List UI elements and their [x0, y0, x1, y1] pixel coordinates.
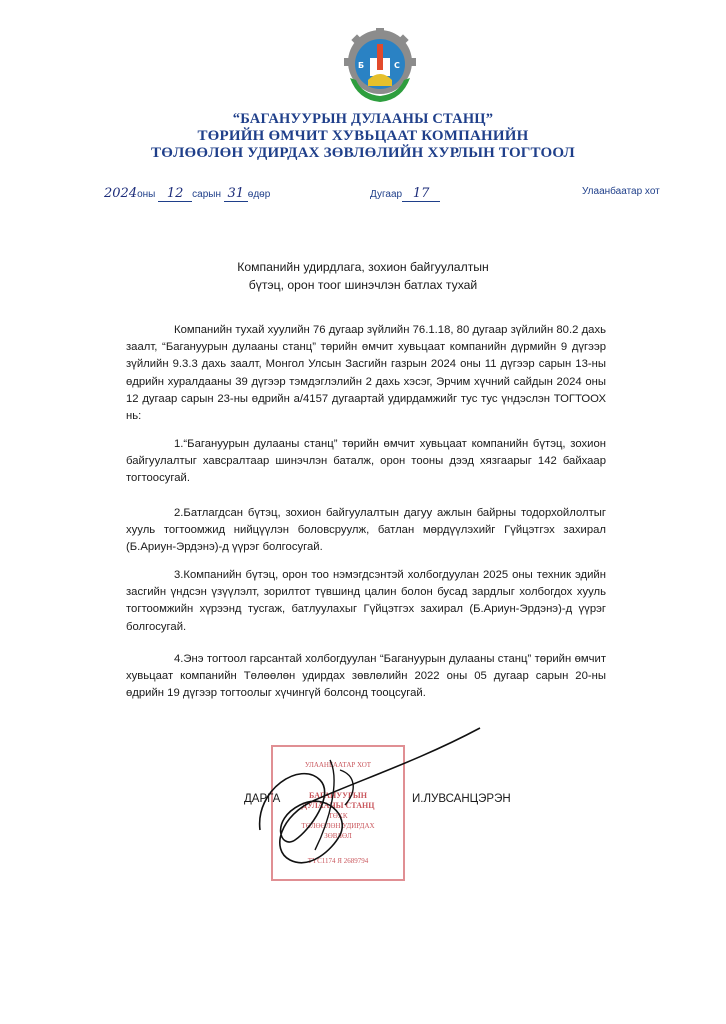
stamp-line-4: ТӨЛӨӨЛӨН УДИРДАХ: [301, 822, 375, 830]
date-month: 12: [158, 186, 192, 202]
signatory-name: И.ЛУВСАНЦЭРЭН: [412, 793, 511, 805]
place: Улаанбаатар хот: [582, 186, 660, 197]
date-day: 31: [224, 186, 248, 202]
clause-4: 4.Энэ тогтоол гарсантай холбогдуулан “Багануурын дулааны станц” төрийн өмчит хувьцаат компанийн Төлөөлөн удирдах зөвлөлийн 2022 оны 05 дугаар сарын 20-ны өдрийн 19 дүгээр тогтоолыг хүчингүй болсонд тооцсугай.: [126, 653, 606, 700]
subject-line-1: Компанийн удирдлага, зохион байгуулалтын: [237, 260, 489, 274]
signatory-position: ДАРГА: [244, 793, 281, 805]
stamp-line-3: ТӨХК: [328, 812, 348, 820]
clause-1: 1.“Багануурын дулааны станц” төрийн өмчит хувьцаат компанийн бүтэц, зохион байгуулалтыг хавсралтаар шинэчлэн баталж, орон тооны дээд хязгаарыг 142 байхаар тогтоосугай.: [126, 438, 606, 485]
stamp-line-5: ЗӨВЛӨЛ: [324, 832, 352, 840]
org-type-line: ТӨРИЙН ӨМЧИТ ХУВЬЦААТ КОМПАНИЙН: [197, 128, 529, 144]
company-logo-icon: [344, 28, 416, 108]
date-day-suffix: өдөр: [247, 189, 271, 200]
date-line: [104, 186, 270, 202]
stamp-line-1: БАГАНУУРЫН: [309, 791, 367, 800]
clause-2: 2.Батлагдсан бүтэц, зохион байгуулалтын дагуу ажлын байрны тодорхойлолтыг хууль тогтоомжид нийцүүлэн боловсруулж, батлан мөрдүүлэхийг Гүйцэтгэх захирал (Б.Ариун-Эрдэнэ)-д үүрэг болгосугай.: [126, 507, 606, 554]
date-month-suffix: сарын: [192, 189, 221, 200]
stamp-city: УЛААНБААТАР ХОТ: [304, 761, 372, 769]
date-year: 2024: [104, 186, 138, 201]
date-year-suffix: оны: [137, 189, 156, 200]
handwritten-signature-icon: [240, 720, 490, 880]
subject-line-2: бүтэц, орон тоог шинэчлэн батлах тухай: [248, 278, 478, 292]
document-number: 17: [402, 186, 440, 202]
stamp-line-2: ДУЛААНЫ СТАНЦ: [301, 801, 375, 810]
document-title: ТӨЛӨӨЛӨН УДИРДАХ ЗӨВЛӨЛИЙН ХУРЛЫН ТОГТООЛ: [151, 145, 575, 161]
number-label: Дугаар: [370, 189, 403, 200]
svg-text:С: С: [394, 61, 400, 70]
clause-3: 3.Компанийн бүтэц, орон тоо нэмэгдсэнтэй холбогдуулан 2025 оны техник эдийн засгийн үндсэн үзүүлэлт, зорилтот түвшинд цалин болон бусад зардлыг холбогдох хууль тогтоомжийн хүрээнд тусгаж, батлуулахыг Гүйцэтгэх захирал (Б.Ариун-Эрдэнэ)-д үүрэг болгосугай.: [126, 569, 606, 633]
org-name-line: “БАГАНУУРЫН ДУЛААНЫ СТАНЦ”: [232, 111, 494, 127]
number-line: [370, 186, 440, 202]
preamble-paragraph: Компанийн тухай хуулийн 76 дугаар зүйлийн 76.1.18, 80 дугаар зүйлийн 80.2 дахь заалт, “Багануурын дулааны станц” төрийн өмчит хувьцаат компанийн дүрмийн 9 дүгээр зүйлийн 9.3.3 дахь заалт, Монгол Улсын Засгийн газрын 2024 оны 11 дүгээр сарын 13-ны өдрийн хуралдааны 39 дүгээр тэмдэглэлийн 2 дахь хэсэг, Эрчим хүчний сайдын 2024 оны 12 дугаар сарын 23-ны өдрийн а/4157 дугаартай удирдамжийг тус тус үндэслэн ТОГТООХ нь:: [126, 324, 606, 423]
svg-text:Б: Б: [358, 61, 365, 70]
stamp-code: ТҮС1174 Я 2689794: [307, 857, 369, 865]
